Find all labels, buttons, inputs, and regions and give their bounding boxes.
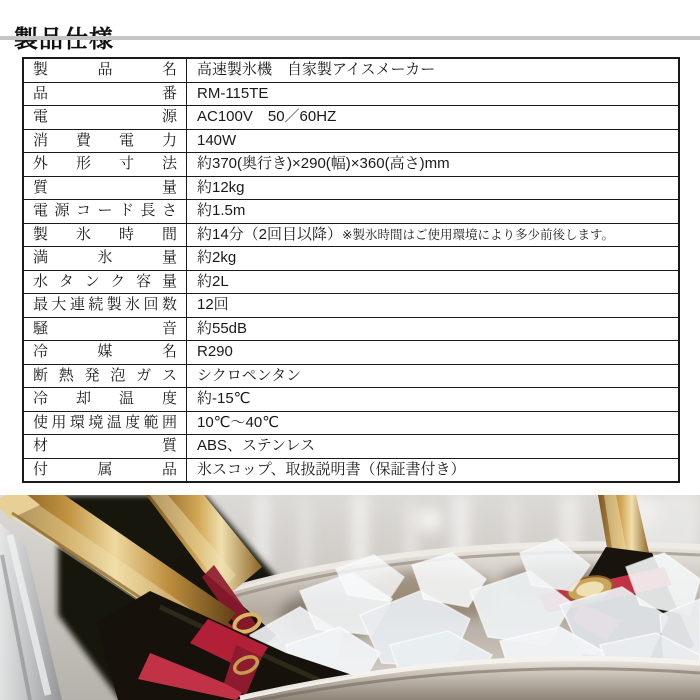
spec-label: 質量	[24, 177, 187, 200]
table-row	[24, 246, 678, 270]
table-row	[24, 199, 678, 223]
table-row	[24, 152, 678, 176]
spec-value: 約1.5m	[197, 202, 246, 219]
spec-value-main: 約14分（2回目以降）	[197, 225, 343, 243]
spec-value: 約12kg	[197, 178, 245, 196]
spec-value: ABS、ステンレス	[197, 437, 316, 454]
spec-label: 冷却温度	[24, 388, 187, 411]
spec-label: 冷媒名	[24, 341, 187, 364]
spec-label: 水タンク容量	[24, 271, 187, 294]
spec-label: 製品名	[24, 59, 187, 82]
spec-value: 約370(奥行き)×290(幅)×360(高さ)mm	[197, 155, 450, 172]
table-row	[24, 82, 678, 106]
spec-value: 高速製氷機 自家製アイスメーカー	[197, 61, 436, 78]
spec-value: 氷スコップ、取扱説明書（保証書付き）	[197, 460, 466, 478]
spec-value-note: ※製氷時間はご使用環境により多少前後します。	[342, 227, 615, 242]
table-row	[24, 387, 678, 411]
spec-value: 約2kg	[197, 249, 237, 266]
spec-value: 140W	[197, 131, 237, 149]
spec-label: 満氷量	[24, 247, 187, 270]
spec-value: R290	[197, 343, 233, 360]
spec-value: AC100V 50／60HZ	[197, 108, 337, 125]
spec-value: 約2L	[197, 272, 229, 290]
spec-label: 電源コード長さ	[24, 200, 187, 223]
spec-value: 約55dB	[197, 319, 248, 337]
table-row	[24, 176, 678, 200]
spec-label: 付属品	[24, 459, 187, 482]
spec-value: RM-115TE	[197, 84, 269, 102]
spec-label: 材質	[24, 435, 187, 458]
spec-value: 10℃～40℃	[197, 413, 280, 431]
spec-label: 品番	[24, 83, 187, 106]
table-row	[24, 105, 678, 129]
spec-label: 使用環境温度範囲	[24, 412, 187, 435]
spec-value	[187, 224, 678, 247]
spec-label: 製氷時間	[24, 224, 187, 247]
spec-label: 外形寸法	[24, 153, 187, 176]
table-row	[24, 340, 678, 364]
spec-label: 断熱発泡ガス	[24, 365, 187, 388]
spec-value: 12回	[197, 296, 229, 313]
table-row	[24, 293, 678, 317]
table-row	[24, 59, 678, 82]
title-underline	[0, 36, 700, 40]
table-row	[24, 270, 678, 294]
table-row	[24, 434, 678, 458]
table-row	[24, 411, 678, 435]
spec-value: 約-15℃	[197, 390, 251, 407]
product-photo	[0, 495, 700, 700]
spec-label: 騒音	[24, 318, 187, 341]
champagne-ice-bucket-illustration	[0, 495, 700, 700]
spec-label: 消費電力	[24, 130, 187, 153]
table-row	[24, 317, 678, 341]
spec-label: 最大連続製氷回数	[24, 294, 187, 317]
table-row	[24, 364, 678, 388]
spec-table	[22, 57, 680, 483]
spec-value: シクロペンタン	[197, 366, 302, 384]
table-row	[24, 129, 678, 153]
spec-label: 電源	[24, 106, 187, 129]
table-row	[24, 223, 678, 247]
table-row	[24, 458, 678, 482]
